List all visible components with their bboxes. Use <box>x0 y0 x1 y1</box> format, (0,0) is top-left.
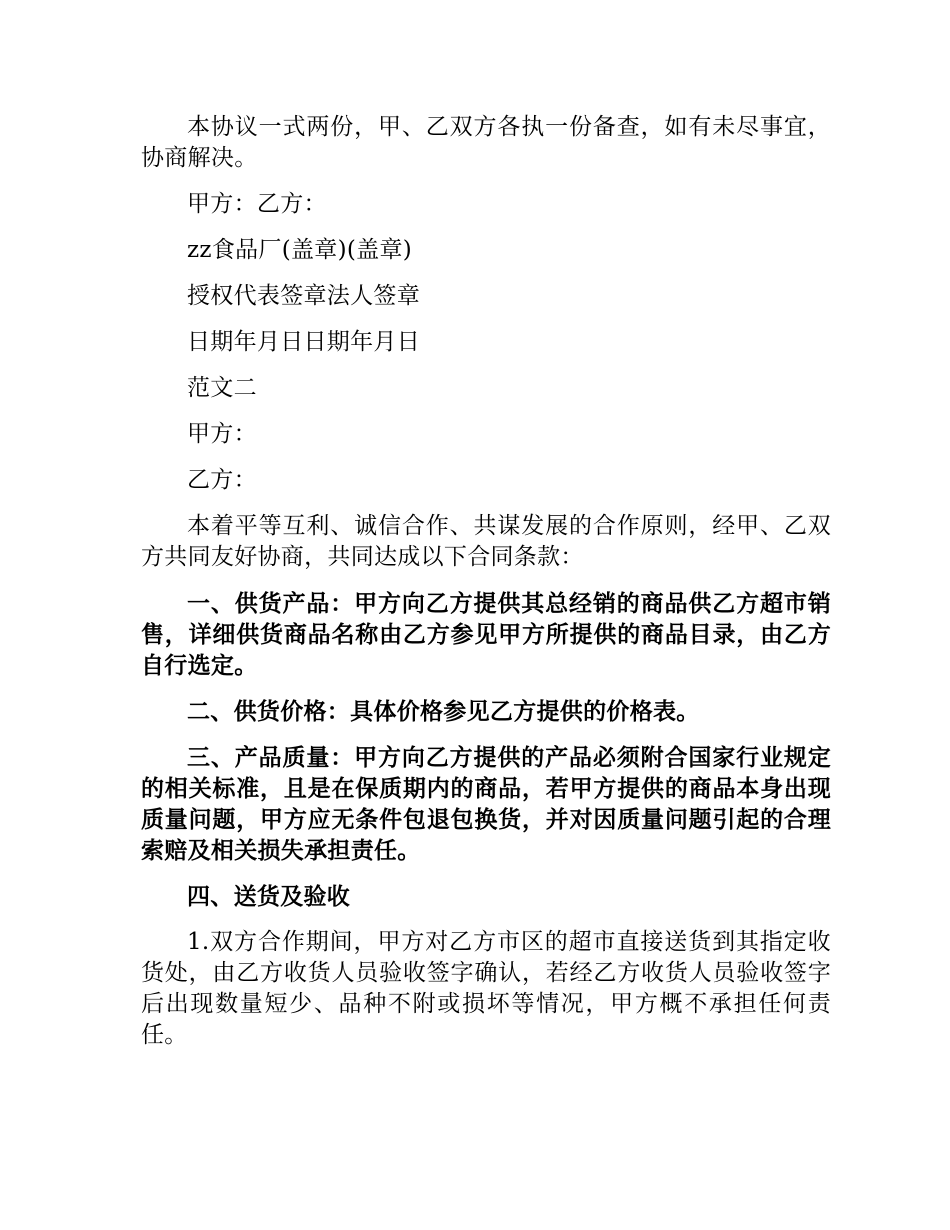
document-page <box>141 112 831 1051</box>
paragraph-copies-clause: 本协议一式两份，甲、乙双方各执一份备查，如有未尽事宜，协商解决。 <box>141 114 831 171</box>
paragraph-preamble: 本着平等互利、诚信合作、共谋发展的合作原则，经甲、乙双方共同友好协商，共同达成以下合同条款： <box>141 513 831 570</box>
paragraph-party-a: 甲方： <box>187 421 257 447</box>
clause-supply-products: 一、供货产品：甲方向乙方提供其总经销的商品供乙方超市销售，详细供货商品名称由乙方参见甲方所提供的商品目录，由乙方自行选定。 <box>141 590 831 679</box>
paragraph-dates: 日期年月日日期年月日 <box>187 329 420 355</box>
clause-delivery-item-1: 1.双方合作期间，甲方对乙方市区的超市直接送货到其指定收货处，由乙方收货人员验收签字确认，若经乙方收货人员验收签字后出现数量短少、品种不附或损坏等情况，甲方概不承担任何责任。 <box>141 929 831 1048</box>
paragraph-sample-two-heading: 范文二 <box>187 375 257 401</box>
paragraph-factory-seal: zz食品厂(盖章)(盖章) <box>187 237 413 263</box>
paragraph-representative-signature: 授权代表签章法人签章 <box>187 283 420 309</box>
clause-supply-price: 二、供货价格：具体价格参见乙方提供的价格表。 <box>187 698 700 725</box>
paragraph-party-b: 乙方： <box>187 467 257 493</box>
clause-delivery-heading: 四、送货及验收 <box>187 883 351 910</box>
clause-product-quality: 三、产品质量：甲方向乙方提供的产品必须附合国家行业规定的相关标准，且是在保质期内的商品，若甲方提供的商品本身出现质量问题，甲方应无条件包退包换货，并对因质量问题引起的合理索赔及相关损失承担责任。 <box>141 744 831 864</box>
paragraph-parties-signature: 甲方：乙方： <box>187 191 327 217</box>
